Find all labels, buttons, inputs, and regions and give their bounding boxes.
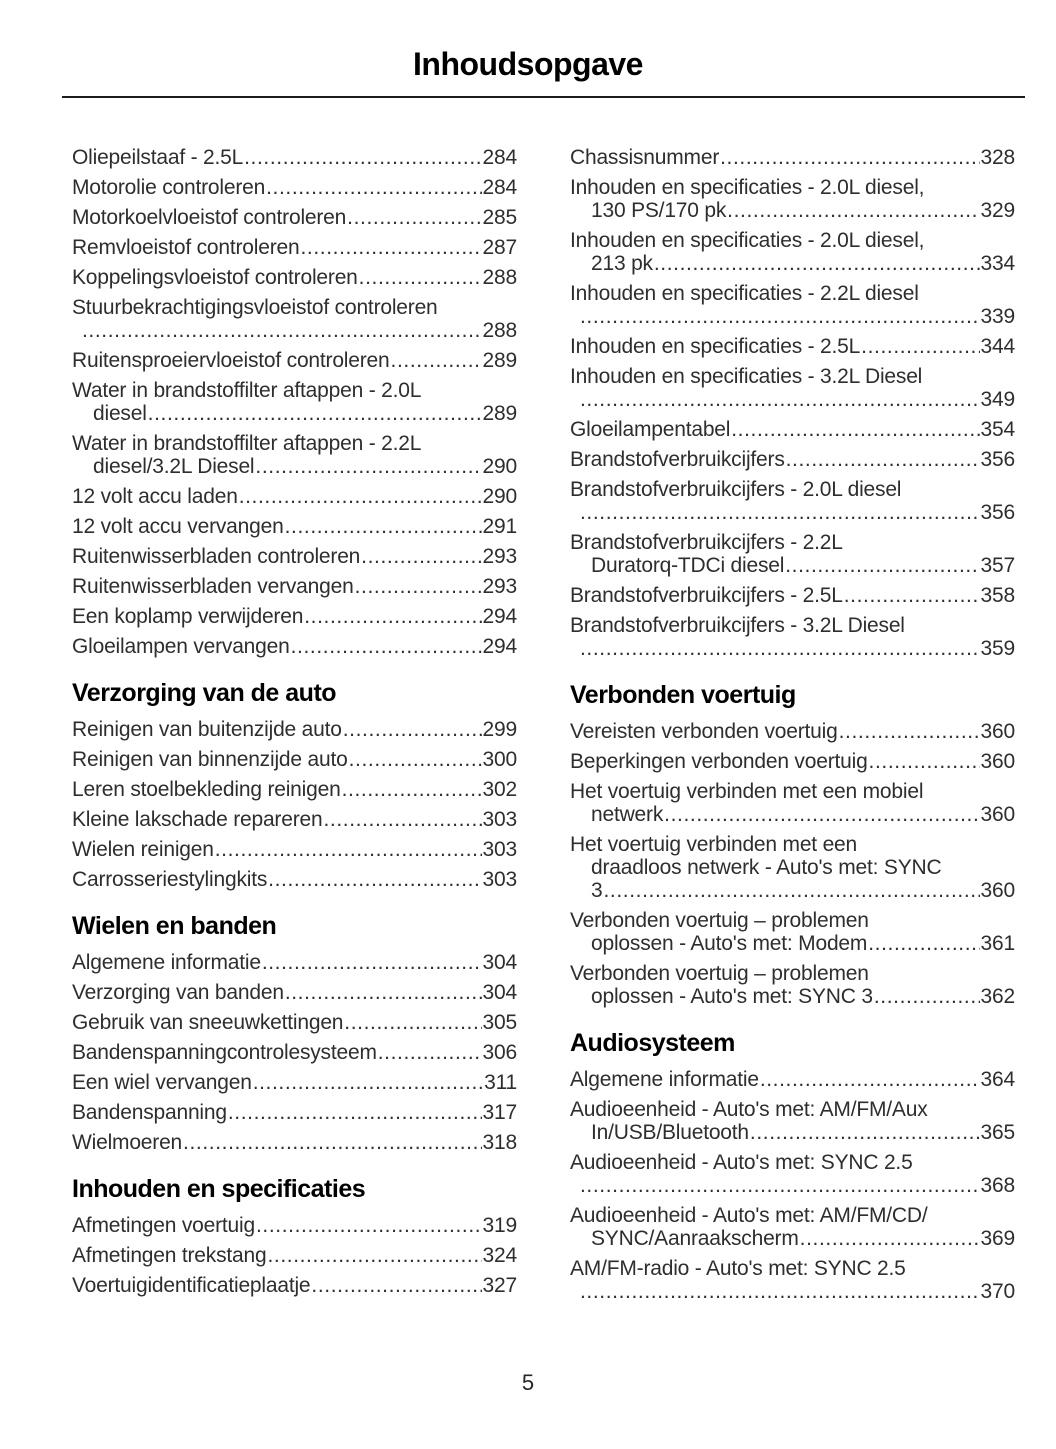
toc-entry xyxy=(570,1151,1015,1197)
page-ref: 285 xyxy=(482,206,517,229)
toc-entry-line: Water in brandstoffilter aftappen - 2.0L xyxy=(72,379,422,402)
toc-entry-line xyxy=(72,1131,517,1154)
toc-entry-line: Inhouden en specificaties - 2.0L diesel, xyxy=(570,229,925,252)
dot-leader xyxy=(844,584,980,607)
dot-leader xyxy=(580,305,980,328)
page-ref: 302 xyxy=(482,778,517,801)
section-heading: Wielen en banden xyxy=(72,912,277,940)
toc-entry-text: Reinigen van buitenzijde auto xyxy=(72,718,342,741)
toc-entry-line xyxy=(72,1101,517,1124)
dot-leader xyxy=(82,319,482,342)
page-ref: 303 xyxy=(482,838,517,861)
toc-entry-text: Een wiel vervangen xyxy=(72,1071,252,1094)
page-ref: 304 xyxy=(482,951,517,974)
toc-entry xyxy=(72,545,517,568)
toc-entry-line xyxy=(570,554,1015,577)
toc-column-right xyxy=(570,146,1015,1310)
page-ref: 291 xyxy=(482,515,517,538)
toc-entry-text: Bandenspanning xyxy=(72,1101,227,1124)
toc-entry-line xyxy=(72,206,517,229)
toc-entry xyxy=(72,206,517,229)
page-ref: 288 xyxy=(482,266,517,289)
toc-entry xyxy=(570,614,1015,660)
dot-leader xyxy=(750,1121,980,1144)
toc-entry-line xyxy=(570,1280,1015,1303)
toc-entry xyxy=(72,146,517,169)
page-ref: 369 xyxy=(980,1227,1015,1250)
dot-leader xyxy=(355,575,482,598)
page-ref: 334 xyxy=(980,252,1015,275)
toc-entry-text: Algemene informatie xyxy=(72,951,261,974)
dot-leader xyxy=(285,515,482,538)
toc-entry xyxy=(72,1071,517,1094)
toc-entry-line xyxy=(72,1011,517,1034)
section-heading: Inhouden en specificaties xyxy=(72,1175,366,1203)
dot-leader xyxy=(304,605,481,628)
toc-entry-text: diesel/3.2L Diesel xyxy=(93,455,255,478)
toc-entry-text: Motorolie controleren xyxy=(72,176,266,199)
page-ref: 300 xyxy=(482,748,517,771)
dot-leader xyxy=(720,146,979,169)
toc-entry xyxy=(72,981,517,1004)
page-ref: 324 xyxy=(482,1244,517,1267)
dot-leader xyxy=(344,1011,481,1034)
dot-leader xyxy=(580,637,980,660)
toc-entry-text: Algemene informatie xyxy=(570,1068,759,1091)
toc-entry xyxy=(72,1011,517,1034)
toc-entry-line: Water in brandstoffilter aftappen - 2.2L xyxy=(72,432,422,455)
toc-entry-text: Bandenspanningcontrolesysteem xyxy=(72,1041,377,1064)
page-ref: 362 xyxy=(980,985,1015,1008)
toc-entry-text: Chassisnummer xyxy=(570,146,720,169)
toc-entry xyxy=(72,349,517,372)
dot-leader xyxy=(580,1174,980,1197)
toc-entry-line xyxy=(570,879,1015,902)
toc-entry xyxy=(72,838,517,861)
toc-entry-line: Audioeenheid - Auto's met: AM/FM/Aux xyxy=(570,1098,928,1121)
toc-entry-line xyxy=(72,1274,517,1297)
page-ref: 290 xyxy=(482,455,517,478)
toc-entry-line: draadloos netwerk - Auto's met: SYNC xyxy=(591,856,942,879)
toc-entry-line: Stuurbekrachtigingsvloeistof controleren xyxy=(72,296,438,319)
page-ref: 303 xyxy=(482,868,517,891)
dot-leader xyxy=(342,778,482,801)
toc-entry xyxy=(72,1101,517,1124)
dot-leader xyxy=(361,545,481,568)
toc-entry xyxy=(570,146,1015,169)
dot-leader xyxy=(255,455,481,478)
page-ref: 303 xyxy=(482,808,517,831)
toc-entry xyxy=(72,1274,517,1297)
page-ref: 356 xyxy=(980,501,1015,524)
toc-entry xyxy=(570,478,1015,524)
toc-entry xyxy=(72,432,517,478)
toc-entry-line xyxy=(72,718,517,741)
toc-entry-line xyxy=(72,146,517,169)
toc-entry-line xyxy=(72,748,517,771)
toc-entry-line xyxy=(72,1214,517,1237)
toc-entry xyxy=(72,379,517,425)
page-ref: 289 xyxy=(482,349,517,372)
toc-entry-line xyxy=(570,985,1015,1008)
toc-entry-line xyxy=(72,778,517,801)
page-ref: 304 xyxy=(482,981,517,1004)
dot-leader xyxy=(253,1071,483,1094)
toc-entry-text: Wielen reinigen xyxy=(72,838,214,861)
page-ref: 368 xyxy=(980,1174,1015,1197)
toc-entry xyxy=(72,515,517,538)
toc-entry-line xyxy=(72,605,517,628)
toc-entry xyxy=(72,1041,517,1064)
toc-entry xyxy=(570,909,1015,955)
toc-entry-line xyxy=(570,584,1015,607)
toc-entry-line xyxy=(72,951,517,974)
toc-entry xyxy=(570,720,1015,743)
page-ref: 317 xyxy=(482,1101,517,1124)
toc-entry-text: Brandstofverbruikcijfers xyxy=(570,448,785,471)
toc-entry-text: Ruitenwisserbladen controleren xyxy=(72,545,361,568)
page-ref: 299 xyxy=(482,718,517,741)
toc-entry-line: Het voertuig verbinden met een mobiel xyxy=(570,780,924,803)
dot-leader xyxy=(262,951,482,974)
page-ref: 365 xyxy=(980,1121,1015,1144)
toc-entry-line xyxy=(570,720,1015,743)
dot-leader xyxy=(391,349,482,372)
dot-leader xyxy=(874,985,980,1008)
toc-entry xyxy=(72,605,517,628)
toc-entry-text: Koppelingsvloeistof controleren xyxy=(72,266,358,289)
dot-leader xyxy=(300,236,481,259)
toc-entry-line xyxy=(570,335,1015,358)
toc-entry-text: oplossen - Auto's met: Modem xyxy=(591,932,868,955)
page-ref: 311 xyxy=(484,1071,517,1094)
dot-leader xyxy=(603,879,979,902)
page-ref: 294 xyxy=(482,605,517,628)
toc-entry-text: Oliepeilstaaf - 2.5L xyxy=(72,146,244,169)
dot-leader xyxy=(861,335,979,358)
section-heading: Verzorging van de auto xyxy=(72,679,337,707)
dot-leader xyxy=(228,1101,482,1124)
dot-leader xyxy=(839,720,980,743)
toc-entry-line xyxy=(570,1068,1015,1091)
toc-entry xyxy=(72,1131,517,1154)
page-ref: 288 xyxy=(482,319,517,342)
toc-entry xyxy=(72,296,517,342)
dot-leader xyxy=(727,199,979,222)
toc-entry xyxy=(72,808,517,831)
dot-leader xyxy=(291,635,482,658)
dot-leader xyxy=(664,803,979,826)
toc-entry xyxy=(570,584,1015,607)
toc-entry-text: Gloeilampen vervangen xyxy=(72,635,290,658)
toc-entry-line xyxy=(72,868,517,891)
section-heading: Audiosysteem xyxy=(570,1029,735,1057)
toc-entry-line xyxy=(570,146,1015,169)
page-ref: 360 xyxy=(980,803,1015,826)
page-ref: 357 xyxy=(980,554,1015,577)
toc-entry-text: Verzorging van banden xyxy=(72,981,284,1004)
toc-entry-text: Beperkingen verbonden voertuig xyxy=(570,750,868,773)
toc-entry xyxy=(72,951,517,974)
toc-entry-text: Wielmoeren xyxy=(72,1131,183,1154)
page-ref: 361 xyxy=(980,932,1015,955)
toc-entry-text: Carrosseriestylingkits xyxy=(72,868,268,891)
toc-entry-line xyxy=(72,808,517,831)
toc-entry-line xyxy=(570,252,1015,275)
toc-entry-text: Voertuigidentificatieplaatje xyxy=(72,1274,311,1297)
toc-entry-line xyxy=(72,176,517,199)
toc-entry-line: Brandstofverbruikcijfers - 2.0L diesel xyxy=(570,478,902,501)
toc-entry-line: Audioeenheid - Auto's met: SYNC 2.5 xyxy=(570,1151,913,1174)
toc-entry xyxy=(570,418,1015,441)
toc-entry-text: Vereisten verbonden voertuig xyxy=(570,720,838,743)
dot-leader xyxy=(654,252,980,275)
toc-entry-line xyxy=(570,1227,1015,1250)
page-ref: 339 xyxy=(980,305,1015,328)
toc-entry-text: Afmetingen trekstang xyxy=(72,1244,267,1267)
dot-leader xyxy=(148,402,482,425)
page-title: Inhoudsopgave xyxy=(413,46,643,82)
toc-entry xyxy=(72,868,517,891)
page-ref: 284 xyxy=(482,146,517,169)
toc-entry-text: 213 pk xyxy=(591,252,653,275)
page-ref: 356 xyxy=(980,448,1015,471)
toc-entry-line xyxy=(570,637,1015,660)
toc-entry-line xyxy=(72,545,517,568)
toc-entry-line xyxy=(570,199,1015,222)
dot-leader xyxy=(349,748,482,771)
toc-entry-line xyxy=(570,305,1015,328)
toc-entry-line xyxy=(570,388,1015,411)
toc-entry xyxy=(72,635,517,658)
toc-entry-text: netwerk xyxy=(591,803,664,826)
dot-leader xyxy=(183,1131,482,1154)
toc-entry-line xyxy=(72,1041,517,1064)
page-ref: 329 xyxy=(980,199,1015,222)
page-ref: 290 xyxy=(482,485,517,508)
page-ref: 318 xyxy=(482,1131,517,1154)
toc-column-left xyxy=(72,146,517,1310)
dot-leader xyxy=(800,1227,980,1250)
toc-entry-line xyxy=(72,349,517,372)
toc-entry xyxy=(72,176,517,199)
page-ref: 287 xyxy=(482,236,517,259)
toc-entry-line xyxy=(570,750,1015,773)
page-ref: 293 xyxy=(482,545,517,568)
dot-leader xyxy=(343,718,482,741)
toc-entry xyxy=(72,236,517,259)
toc-entry-line xyxy=(72,1071,517,1094)
toc-entry xyxy=(570,833,1015,902)
dot-leader xyxy=(786,448,980,471)
dot-leader xyxy=(311,1274,481,1297)
dot-leader xyxy=(580,388,980,411)
toc-entry xyxy=(570,229,1015,275)
page-ref: 294 xyxy=(482,635,517,658)
page-ref: 328 xyxy=(980,146,1015,169)
toc-entry-line xyxy=(72,1244,517,1267)
toc-entry-text: Inhouden en specificaties - 2.5L xyxy=(570,335,861,358)
toc-entry-line xyxy=(72,575,517,598)
page-ref: 306 xyxy=(482,1041,517,1064)
toc-entry-line xyxy=(570,932,1015,955)
toc-entry-text: Motorkoelvloeistof controleren xyxy=(72,206,347,229)
page-ref: 359 xyxy=(980,637,1015,660)
toc-entry-text: 130 PS/170 pk xyxy=(591,199,727,222)
toc-entry-line: Verbonden voertuig – problemen xyxy=(570,962,869,985)
toc-entry-text: oplossen - Auto's met: SYNC 3 xyxy=(591,985,873,1008)
dot-leader xyxy=(869,750,980,773)
toc-entry xyxy=(570,1257,1015,1303)
page-ref: 354 xyxy=(980,418,1015,441)
page-ref: 358 xyxy=(980,584,1015,607)
toc-entry-line xyxy=(72,236,517,259)
toc-entry-line xyxy=(72,981,517,1004)
toc-entry-line: Inhouden en specificaties - 2.0L diesel, xyxy=(570,176,925,199)
toc-entry-text: SYNC/Aanraakscherm xyxy=(591,1227,799,1250)
toc-entry-line xyxy=(570,418,1015,441)
toc-entry-text: Duratorq-TDCi diesel xyxy=(591,554,785,577)
dot-leader xyxy=(347,206,481,229)
page-ref: 319 xyxy=(482,1214,517,1237)
toc-entry-line xyxy=(72,319,517,342)
toc-entry xyxy=(72,266,517,289)
page-ref: 364 xyxy=(980,1068,1015,1091)
toc-entry-text: Afmetingen voertuig xyxy=(72,1214,255,1237)
toc-entry-line xyxy=(72,838,517,861)
toc-entry-line xyxy=(72,485,517,508)
toc-entry-line: Verbonden voertuig – problemen xyxy=(570,909,869,932)
page-ref: 360 xyxy=(980,720,1015,743)
toc-entry-line: Het voertuig verbinden met een xyxy=(570,833,858,856)
toc-entry xyxy=(570,365,1015,411)
dot-leader xyxy=(760,1068,980,1091)
toc-entry-line xyxy=(72,455,517,478)
dot-leader xyxy=(359,266,482,289)
toc-entry-text: Reinigen van binnenzijde auto xyxy=(72,748,348,771)
toc-entry-line: Inhouden en specificaties - 2.2L diesel xyxy=(570,282,919,305)
toc-entry-text: 12 volt accu laden xyxy=(72,485,238,508)
toc-entry xyxy=(570,282,1015,328)
toc-entry xyxy=(72,1244,517,1267)
toc-entry-line xyxy=(570,501,1015,524)
toc-entry xyxy=(72,778,517,801)
toc-entry xyxy=(570,1098,1015,1144)
dot-leader xyxy=(215,838,482,861)
page-ref: 284 xyxy=(482,176,517,199)
toc-entry-line xyxy=(72,402,517,425)
toc-entry-text: Gebruik van sneeuwkettingen xyxy=(72,1011,344,1034)
toc-entry-text: Remvloeistof controleren xyxy=(72,236,300,259)
dot-leader xyxy=(731,418,979,441)
toc-entry-line: Brandstofverbruikcijfers - 2.2L xyxy=(570,531,843,554)
dot-leader xyxy=(580,501,980,524)
toc-entry-text: Brandstofverbruikcijfers - 2.5L xyxy=(570,584,843,607)
dot-leader xyxy=(323,808,481,831)
dot-leader xyxy=(266,176,481,199)
dot-leader xyxy=(244,146,481,169)
page-ref: 360 xyxy=(980,879,1015,902)
toc-entry-line xyxy=(72,635,517,658)
toc-entry xyxy=(72,748,517,771)
toc-entry xyxy=(570,962,1015,1008)
section-heading: Verbonden voertuig xyxy=(570,681,796,709)
dot-leader xyxy=(868,932,979,955)
page-ref: 360 xyxy=(980,750,1015,773)
toc-entry xyxy=(570,1068,1015,1091)
toc-entry-text: In/USB/Bluetooth xyxy=(591,1121,749,1144)
toc-entry-text: Leren stoelbekleding reinigen xyxy=(72,778,341,801)
toc-entry xyxy=(570,1204,1015,1250)
toc-entry xyxy=(570,750,1015,773)
toc-entry-text: Ruitensproeiervloeistof controleren xyxy=(72,349,390,372)
toc-entry-line: Audioeenheid - Auto's met: AM/FM/CD/ xyxy=(570,1204,928,1227)
page-ref: 370 xyxy=(980,1280,1015,1303)
dot-leader xyxy=(256,1214,482,1237)
toc-entry xyxy=(72,575,517,598)
dot-leader xyxy=(239,485,482,508)
page-ref: 293 xyxy=(482,575,517,598)
footer-page-number: 5 xyxy=(521,1370,535,1395)
toc-entry-text: 3 xyxy=(591,879,603,902)
dot-leader xyxy=(268,868,481,891)
page-ref: 349 xyxy=(980,388,1015,411)
toc-entry-text: diesel xyxy=(93,402,147,425)
dot-leader xyxy=(580,1280,980,1303)
toc-entry xyxy=(570,531,1015,577)
toc-entry-line: Brandstofverbruikcijfers - 3.2L Diesel xyxy=(570,614,905,637)
dot-leader xyxy=(378,1041,482,1064)
toc-entry xyxy=(570,176,1015,222)
toc-entry-text: Ruitenwisserbladen vervangen xyxy=(72,575,354,598)
toc-entry-text: 12 volt accu vervangen xyxy=(72,515,284,538)
dot-leader xyxy=(285,981,482,1004)
toc-entry xyxy=(570,448,1015,471)
toc-entry-line: AM/FM-radio - Auto's met: SYNC 2.5 xyxy=(570,1257,906,1280)
toc-entry xyxy=(72,718,517,741)
toc-entry-text: Een koplamp verwijderen xyxy=(72,605,304,628)
page-ref: 344 xyxy=(980,335,1015,358)
toc-entry-text: Gloeilampentabel xyxy=(570,418,731,441)
dot-leader xyxy=(267,1244,481,1267)
toc-entry-line xyxy=(570,448,1015,471)
toc-columns xyxy=(0,98,1056,1310)
toc-entry xyxy=(72,1214,517,1237)
dot-leader xyxy=(785,554,979,577)
toc-entry-line: Inhouden en specificaties - 3.2L Diesel xyxy=(570,365,923,388)
page-ref: 289 xyxy=(482,402,517,425)
toc-entry-line xyxy=(570,803,1015,826)
page-ref: 327 xyxy=(482,1274,517,1297)
toc-entry xyxy=(570,335,1015,358)
toc-entry-text: Kleine lakschade repareren xyxy=(72,808,323,831)
toc-entry xyxy=(72,485,517,508)
toc-entry-line xyxy=(72,515,517,538)
toc-entry-line xyxy=(570,1174,1015,1197)
toc-entry xyxy=(570,780,1015,826)
toc-entry-line xyxy=(72,266,517,289)
page-ref: 305 xyxy=(482,1011,517,1034)
toc-entry-line xyxy=(570,1121,1015,1144)
